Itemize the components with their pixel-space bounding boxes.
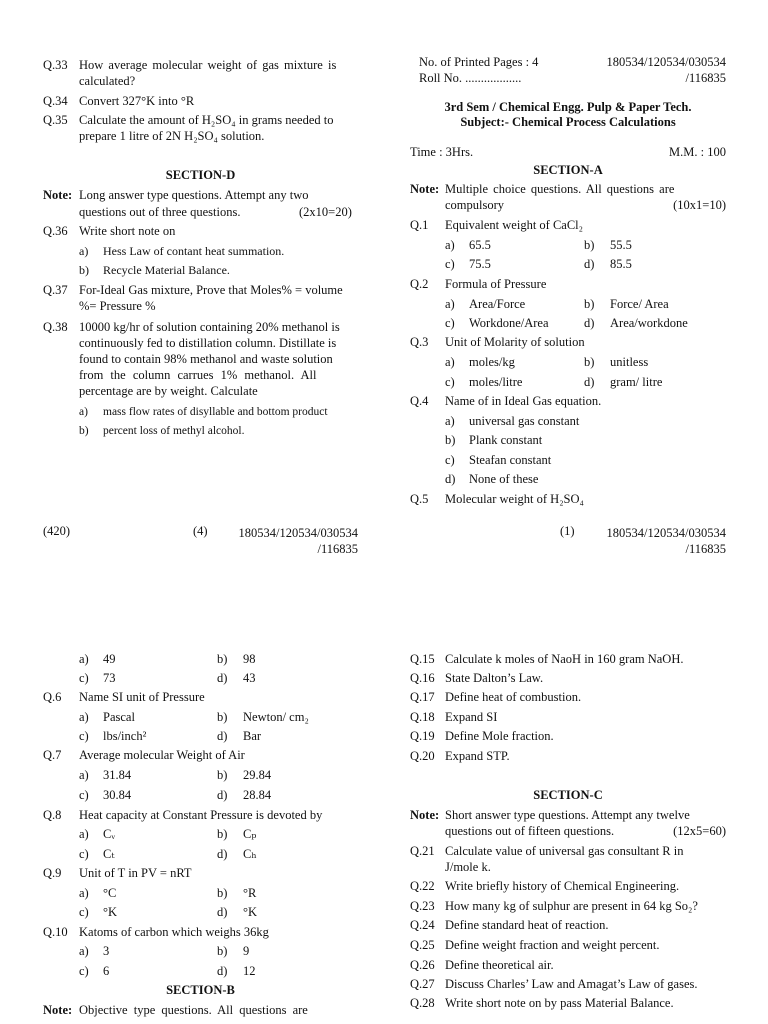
option-label: b): [584, 238, 595, 252]
question-number: Q.20: [410, 749, 435, 763]
section-c-note: [410, 807, 726, 823]
option-d: [584, 374, 663, 390]
option-c: [445, 256, 491, 272]
sub-option-b: [79, 262, 230, 278]
option-c: [445, 374, 523, 390]
question-text: Define theoretical air.: [445, 958, 554, 972]
question-text: Unit of T in PV = nRT: [79, 866, 192, 880]
question-number: Q.33: [43, 58, 68, 72]
option-d: [217, 963, 256, 979]
option-a: [79, 651, 116, 667]
option-text: 12: [243, 964, 256, 978]
option-label: d): [584, 257, 595, 271]
question-number: Q.15: [410, 652, 435, 666]
option-a: [79, 885, 117, 901]
option-text: 73: [103, 671, 116, 685]
option-text: Cₕ: [243, 847, 257, 861]
note-text: Long answer type questions. Attempt any two: [79, 188, 309, 202]
question-text: Name of in Ideal Gas equation.: [445, 394, 602, 408]
question-number: Q.1: [410, 218, 429, 232]
option-text: °R: [243, 886, 257, 900]
question-text: Convert 327°K into °R: [79, 94, 195, 108]
question-text: Name SI unit of Pressure: [79, 690, 205, 704]
option-label: a): [445, 355, 455, 369]
question-number: Q.35: [43, 113, 68, 127]
option-c: [79, 846, 115, 862]
question-text: Write short note on: [79, 224, 176, 238]
option-b: [217, 943, 250, 959]
question-text: How many kg of sulphur are present in 64 kg So₂?: [445, 899, 698, 913]
question-number: Q.10: [43, 925, 68, 939]
option-text: Force/ Area: [610, 297, 669, 311]
option-text: Recycle Material Balance.: [103, 263, 230, 277]
footer-page-number: (4): [193, 524, 208, 538]
option-b: [584, 237, 632, 253]
question-text: Equivalent weight of CaCl₂: [445, 218, 584, 232]
option-b: [217, 651, 256, 667]
question-number: Q.24: [410, 918, 435, 932]
exam-time: Time : 3Hrs.: [410, 145, 474, 159]
option-text: moles/litre: [469, 375, 523, 389]
question-text-cont: from the column carrues 1% methanol. All: [79, 368, 317, 382]
note-label: Note:: [410, 182, 440, 196]
sub-option-b: [79, 423, 245, 439]
option-d: [217, 846, 257, 862]
option-label: b): [217, 652, 228, 666]
note-label: Note:: [43, 188, 73, 202]
question-number: Q.8: [43, 808, 62, 822]
question-text-cont: calculated?: [79, 74, 136, 88]
question-text: Expand STP.: [445, 749, 510, 763]
paper-code: 180534/120534/030534: [606, 55, 726, 69]
option-a: [79, 767, 132, 783]
option-label: d): [217, 905, 228, 919]
option-label: a): [79, 886, 89, 900]
option-label: a): [79, 710, 89, 724]
option-text: Newton/ cm₂: [243, 710, 309, 724]
question-number: Q.21: [410, 844, 435, 858]
option-text: Hess Law of contant heat summation.: [103, 244, 285, 258]
option-label: d): [217, 964, 228, 978]
option-b: [217, 885, 257, 901]
option-c: [79, 670, 116, 686]
question-text: Define heat of combustion.: [445, 690, 582, 704]
question-text-cont: found to contain 98% methanol and waste solution: [79, 352, 333, 366]
question-text: Write short note on by pass Material Balance.: [445, 996, 674, 1010]
option-label: b): [217, 827, 228, 841]
question-number: Q.36: [43, 224, 68, 238]
option-a: [79, 826, 116, 842]
option-text: 43: [243, 671, 256, 685]
note-label: Note:: [410, 808, 440, 822]
option-d: [445, 471, 539, 487]
option-label: c): [445, 316, 455, 330]
option-c: [445, 315, 549, 331]
option-b: [217, 826, 257, 842]
option-text: moles/kg: [469, 355, 515, 369]
option-text: unitless: [610, 355, 649, 369]
option-text: 9: [243, 944, 250, 958]
option-text: 49: [103, 652, 116, 666]
option-label: d): [584, 316, 595, 330]
option-label: a): [445, 414, 455, 428]
sub-option-a: [79, 404, 328, 420]
option-text: Workdone/Area: [469, 316, 549, 330]
option-a: [445, 296, 526, 312]
option-text: percent loss of methyl alcohol.: [103, 425, 245, 437]
option-label: d): [445, 472, 456, 486]
option-text: 30.84: [103, 788, 132, 802]
option-label: d): [217, 788, 228, 802]
question-number: Q.28: [410, 996, 435, 1010]
option-text: Plank constant: [469, 433, 543, 447]
footer-total-marks: (420): [43, 524, 71, 538]
option-a: [445, 413, 580, 429]
option-label: b): [79, 263, 89, 277]
question-number: Q.17: [410, 690, 435, 704]
option-label: c): [79, 847, 89, 861]
option-text: °C: [103, 886, 117, 900]
option-label: b): [217, 710, 228, 724]
question-text: Calculate value of universal gas consultant R in: [445, 844, 684, 858]
option-label: b): [217, 944, 228, 958]
question-text: Discuss Charles’ Law and Amagat’s Law of gases.: [445, 977, 698, 991]
option-text: 65.5: [469, 238, 491, 252]
option-text: 31.84: [103, 768, 132, 782]
question-number: Q.2: [410, 277, 429, 291]
bottom-right-column: [410, 651, 726, 1024]
bottom-left-column: [43, 651, 358, 1024]
option-label: d): [217, 729, 228, 743]
option-label: a): [79, 244, 89, 258]
question-text: Katoms of carbon which weighs 36kg: [79, 925, 269, 939]
option-text: 85.5: [610, 257, 632, 271]
note-marks: (10x1=10): [673, 198, 726, 212]
question-number: Q.6: [43, 690, 62, 704]
option-label: d): [217, 671, 228, 685]
option-text: universal gas constant: [469, 414, 580, 428]
printed-pages: No. of Printed Pages : 4: [419, 55, 539, 69]
option-a: [445, 237, 491, 253]
option-text: 98: [243, 652, 256, 666]
question-text: State Dalton’s Law.: [445, 671, 544, 685]
option-label: a): [445, 297, 455, 311]
roll-number: Roll No. ..................: [419, 71, 522, 85]
question-number: Q.7: [43, 748, 62, 762]
option-b: [584, 296, 669, 312]
note-text-cont: questions out of three questions.: [79, 205, 241, 219]
paper-code-cont: /116835: [685, 71, 726, 85]
option-label: b): [584, 355, 595, 369]
question-text: Formula of Pressure: [445, 277, 547, 291]
option-label: a): [79, 652, 89, 666]
course-title: 3rd Sem / Chemical Engg. Pulp & Paper Tech.: [444, 100, 692, 114]
question-text: How average molecular weight of gas mixture is: [79, 58, 337, 72]
section-d-note: [43, 187, 358, 203]
option-c: [79, 963, 110, 979]
question-text: Calculate the amount of H₂SO₄ in grams needed to: [79, 113, 334, 127]
option-text: 28.84: [243, 788, 272, 802]
option-c: [445, 452, 552, 468]
option-label: b): [79, 425, 89, 437]
section-c-heading: SECTION-C: [533, 788, 603, 802]
option-label: c): [79, 671, 89, 685]
note-text: Short answer type questions. Attempt any twelve: [445, 808, 690, 822]
question-text: Calculate k moles of NaoH in 160 gram NaOH.: [445, 652, 684, 666]
question-text: For-Ideal Gas mixture, Prove that Moles% = volume: [79, 283, 343, 297]
option-c: [79, 787, 132, 803]
option-text: mass flow rates of disyllable and bottom product: [103, 406, 328, 418]
option-text: Cₜ: [103, 847, 115, 861]
question-text-cont: %= Pressure %: [79, 299, 156, 313]
note-marks: (2x10=20): [299, 205, 352, 219]
option-label: b): [217, 886, 228, 900]
option-label: d): [584, 375, 595, 389]
option-text: Pascal: [103, 710, 135, 724]
question-text: Define standard heat of reaction.: [445, 918, 609, 932]
footer-page-number: (1): [560, 524, 575, 538]
footer-code: 180534/120534/030534: [606, 526, 726, 540]
option-text: Area/workdone: [610, 316, 688, 330]
question-number: Q.27: [410, 977, 435, 991]
question-text: Write briefly history of Chemical Engineering.: [445, 879, 680, 893]
option-label: c): [445, 257, 455, 271]
question-number: Q.5: [410, 492, 429, 506]
option-text: 29.84: [243, 768, 272, 782]
question-text: Heat capacity at Constant Pressure is devoted by: [79, 808, 323, 822]
question-number: Q.26: [410, 958, 435, 972]
option-a: [79, 943, 110, 959]
question-number: Q.9: [43, 866, 62, 880]
option-label: a): [79, 944, 89, 958]
option-c: [79, 904, 118, 920]
question-text-cont: J/mole k.: [445, 860, 491, 874]
question-number: Q.23: [410, 899, 435, 913]
note-marks: (12x5=60): [673, 824, 726, 838]
option-text: 75.5: [469, 257, 491, 271]
option-b: [584, 354, 649, 370]
note-text-cont: questions out of fifteen questions.: [445, 824, 615, 838]
sub-option-a: [79, 243, 285, 259]
option-label: d): [217, 847, 228, 861]
option-label: b): [445, 433, 456, 447]
top-left-column: [43, 57, 358, 557]
option-b: [445, 432, 543, 448]
question-number: Q.34: [43, 94, 68, 108]
option-text: °K: [243, 905, 258, 919]
option-b: [217, 767, 272, 783]
option-label: c): [445, 453, 455, 467]
question-number: Q.37: [43, 283, 68, 297]
option-label: c): [79, 729, 89, 743]
max-marks: M.M. : 100: [669, 145, 726, 159]
option-label: c): [79, 964, 89, 978]
option-label: c): [445, 375, 455, 389]
section-b-note: [43, 1002, 358, 1018]
option-d: [217, 904, 258, 920]
question-text: Define Mole fraction.: [445, 729, 554, 743]
question-number: Q.4: [410, 394, 429, 408]
option-text: Cₚ: [243, 827, 257, 841]
option-c: [79, 728, 147, 744]
question-text: Expand SI: [445, 710, 498, 724]
question-number: Q.38: [43, 320, 68, 334]
option-d: [584, 256, 632, 272]
option-label: c): [79, 905, 89, 919]
footer-code-cont: /116835: [317, 542, 358, 556]
section-d-heading: SECTION-D: [165, 168, 236, 182]
option-label: a): [79, 768, 89, 782]
option-text: Area/Force: [469, 297, 526, 311]
option-label: b): [217, 768, 228, 782]
option-a: [79, 709, 135, 725]
note-text: Multiple choice questions. All questions are: [445, 182, 675, 196]
option-text: gram/ litre: [610, 375, 663, 389]
footer-code: 180534/120534/030534: [238, 526, 358, 540]
option-text: Bar: [243, 729, 262, 743]
option-d: [584, 315, 688, 331]
question-number: Q.18: [410, 710, 435, 724]
note-text: Objective type questions. All questions are: [79, 1003, 308, 1017]
option-label: a): [79, 406, 88, 418]
top-right-column: [410, 54, 726, 559]
subject-title: Subject:- Chemical Process Calculations: [460, 115, 676, 129]
option-text: 6: [103, 964, 110, 978]
option-text: lbs/inch²: [103, 729, 147, 743]
question-text: Molecular weight of H₂SO₄: [445, 492, 584, 506]
question-text: Average molecular Weight of Air: [79, 748, 245, 762]
option-text: None of these: [469, 472, 539, 486]
note-text-cont: compulsory: [445, 198, 505, 212]
option-text: 3: [103, 944, 110, 958]
option-text: Cᵥ: [103, 827, 116, 841]
question-text: Unit of Molarity of solution: [445, 335, 585, 349]
question-text-cont: percentage are by weight. Calculate: [79, 384, 258, 398]
option-label: b): [584, 297, 595, 311]
option-text: °K: [103, 905, 118, 919]
question-number: Q.3: [410, 335, 429, 349]
option-a: [445, 354, 515, 370]
option-label: a): [79, 827, 89, 841]
note-label: Note:: [43, 1003, 73, 1017]
question-number: Q.22: [410, 879, 435, 893]
option-label: c): [79, 788, 89, 802]
question-text: Define weight fraction and weight percent.: [445, 938, 660, 952]
question-text-cont: continuously fed to distillation column. Distillate is: [79, 336, 337, 350]
option-text: 55.5: [610, 238, 632, 252]
question-text: 10000 kg/hr of solution containing 20% methanol is: [79, 320, 340, 334]
option-label: a): [445, 238, 455, 252]
question-number: Q.19: [410, 729, 435, 743]
option-b: [217, 709, 309, 725]
question-number: Q.16: [410, 671, 435, 685]
option-d: [217, 787, 272, 803]
option-text: Steafan constant: [469, 453, 552, 467]
footer-code-cont: /116835: [685, 542, 726, 556]
question-number: Q.25: [410, 938, 435, 952]
option-d: [217, 670, 256, 686]
section-a-heading: SECTION-A: [533, 163, 603, 177]
section-b-heading: SECTION-B: [166, 983, 235, 997]
section-a-note: [410, 181, 726, 197]
option-d: [217, 728, 262, 744]
question-text-cont: prepare 1 litre of 2N H₂SO₄ solution.: [79, 129, 265, 143]
